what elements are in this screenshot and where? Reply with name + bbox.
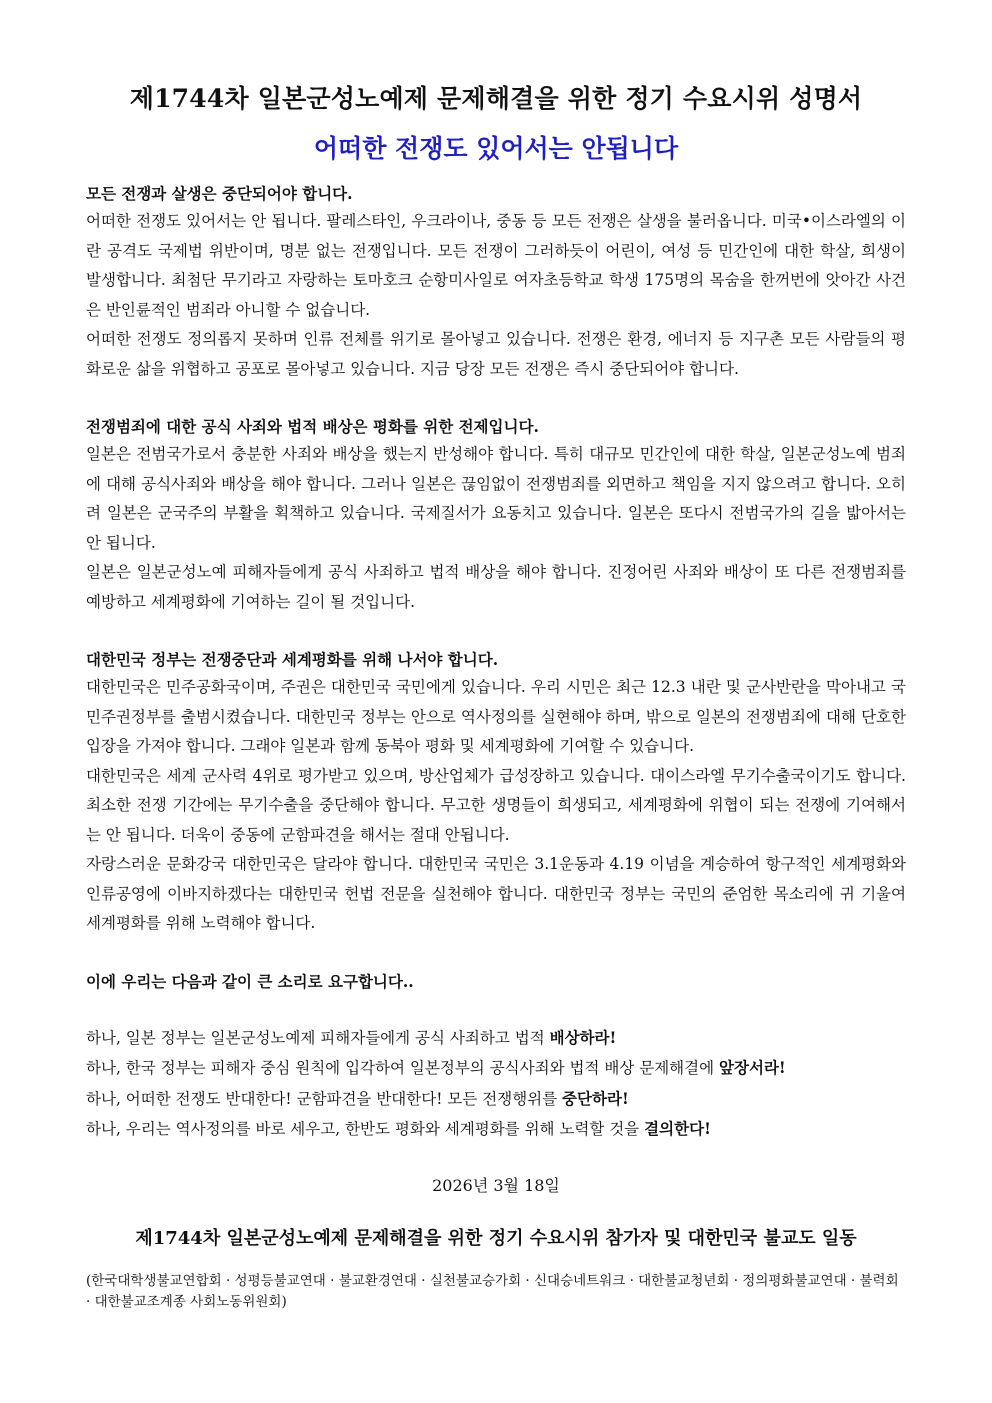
statement-date: 2026년 3월 18일 [432, 1175, 560, 1195]
demand-emphasis: 결의한다! [644, 1119, 711, 1138]
section-paragraph: 일본은 일본군성노예 피해자들에게 공식 사죄하고 법적 배상을 해야 합니다. 진정어린 사죄와 배상이 또 다른 전쟁범죄를 예방하고 세계평화에 기여하는 길이 될 것입니다. [86, 563, 906, 611]
signer-line: 제1744차 일본군성노예제 문제해결을 위한 정기 수요시위 참가자 및 대한민국 불교도 일동 [135, 1227, 857, 1249]
section-paragraph: 어떠한 전쟁도 정의롭지 못하며 인류 전체를 위기로 몰아넣고 있습니다. 전쟁은 환경, 에너지 등 지구촌 모든 사람들의 평화로운 삶을 위협하고 공포로 몰아넣고 있습니다. 지금 당장 모든 전쟁은 즉시 중단되어야 합니다. [86, 330, 906, 378]
document-subtitle: 어떠한 전쟁도 있어서는 안됩니다 [313, 134, 679, 163]
demand-emphasis: 배상하라! [549, 1027, 617, 1047]
demand-item [86, 1053, 906, 1084]
section-3 [86, 646, 906, 939]
demand-intro: 이에 우리는 다음과 같이 큰 소리로 요구합니다.. [86, 971, 414, 991]
section-paragraph: 일본은 전범국가로서 충분한 사죄와 배상을 했는지 반성해야 합니다. 특히 대규모 민간인에 대한 학살, 일본군성노예 범죄에 대해 공식사죄와 배상을 해야 합니다. 그러나 일본은 끊임없이 전쟁범죄를 외면하고 책임을 지지 않으려고 합니다. 오히려 일본은 군국주의 부활을 획책하고 있습니다. 국제질서가 요동치고 있습니다. 일본은 또다시 전범국가의 길을 밟아서는 안 됩니다. [86, 445, 906, 552]
section-paragraph: 자랑스러운 문화강국 대한민국은 달라야 합니다. 대한민국 국민은 3.1운동과 4.19 이념을 계승하여 항구적인 세계평화와 인류공영에 이바지하겠다는 대한민국 헌법 전문을 실천해야 합니다. 대한민국 정부는 국민의 준엄한 목소리에 귀 기울여 세계평화를 위해 노력해야 합니다. [86, 855, 906, 932]
section-heading: 대한민국 정부는 전쟁중단과 세계평화를 위해 나서야 합니다. [86, 650, 499, 669]
demand-item [86, 1114, 906, 1145]
section-paragraph: 대한민국은 세계 군사력 4위로 평가받고 있으며, 방산업체가 급성장하고 있습니다. 대이스라엘 무기수출국이기도 합니다. 최소한 전쟁 기간에는 무기수출을 중단해야 합니다. 무고한 생명들이 희생되고, 세계평화에 위협이 되는 전쟁에 기여해서는 안 됩니다. 더욱이 중동에 군함파견을 해서는 절대 안됩니다. [86, 766, 906, 844]
section-heading: 전쟁범죄에 대한 공식 사죄와 법적 배상은 평화를 위한 전제입니다. [86, 417, 539, 436]
section-paragraph: 어떠한 전쟁도 있어서는 안 됩니다. 팔레스타인, 우크라이나, 중동 등 모든 전쟁은 살생을 불러옵니다. 미국•이스라엘의 이란 공격도 국제법 위반이며, 명분 없는 전쟁입니다. 모든 전쟁이 그러하듯이 어린이, 여성 등 민간인에 대한 학살, 희생이 발생합니다. 최첨단 무기라고 자랑하는 토마호크 순항미사일로 여자초등학교 학생 175명의 목숨을 한꺼번에 앗아간 사건은 반인륜적인 범죄라 아니할 수 없습니다. [86, 212, 906, 319]
section-heading: 모든 전쟁과 살생은 중단되어야 합니다. [86, 184, 353, 203]
document-title: 제1744차 일본군성노예제 문제해결을 위한 정기 수요시위 성명서 [129, 84, 863, 113]
demand-text: 하나, 어떠한 전쟁도 반대한다! 군함파견을 반대한다! 모든 전쟁행위를 [86, 1089, 563, 1108]
demand-item [86, 1023, 906, 1054]
section-1 [86, 180, 906, 384]
section-paragraph: 대한민국은 민주공화국이며, 주권은 대한민국 국민에게 있습니다. 우리 시민은 최근 12.3 내란 및 군사반란을 막아내고 국민주권정부를 출범시켰습니다. 대한민국 정부는 안으로 역사정의를 실현해야 하며, 밖으로 일본의 전쟁범죄에 대해 단호한 입장을 가져야 합니다. 그래야 일본과 함께 동북아 평화 및 세계평화에 기여할 수 있습니다. [86, 678, 906, 755]
demand-item [86, 1084, 906, 1115]
demand-list [86, 1023, 906, 1145]
statement-body [86, 166, 906, 1313]
demand-emphasis: 앞장서라! [719, 1058, 786, 1077]
section-2 [86, 413, 906, 617]
organization-list: (한국대학생불교연합회 · 성평등불교연대 · 불교환경연대 · 실천불교승가회 · 신대승네트워크 · 대한불교청년회 · 정의평화불교연대 · 불력회 · 대한불교조계종 사회노동위원회) [86, 1272, 899, 1310]
demand-text: 하나, 우리는 역사정의를 바로 세우고, 한반도 평화와 세계평화를 위해 노력할 것을 [86, 1120, 645, 1138]
demand-text: 하나, 일본 정부는 일본군성노예제 피해자들에게 공식 사죄하고 법적 [86, 1028, 550, 1047]
demand-emphasis: 중단하라! [562, 1088, 629, 1108]
demand-text: 하나, 한국 정부는 피해자 중심 원칙에 입각하여 일본정부의 공식사죄와 법적 배상 문제해결에 [86, 1059, 720, 1077]
